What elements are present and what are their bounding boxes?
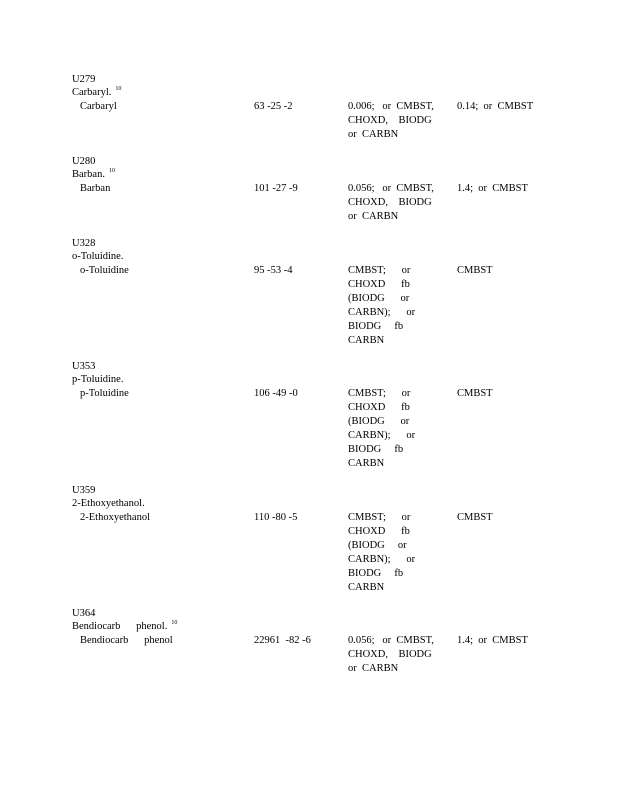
wastewater-line: CHOXD, BIODG bbox=[348, 115, 432, 126]
cas-number: 106 -49 -0 bbox=[254, 388, 298, 399]
constituent-name: o-Toluidine bbox=[80, 265, 129, 276]
waste-code: U328 bbox=[72, 238, 96, 249]
cas-number: 63 -25 -2 bbox=[254, 101, 293, 112]
cas-number: 22961 -82 -6 bbox=[254, 635, 311, 646]
wastewater-line: (BIODG or bbox=[348, 293, 410, 304]
waste-group-name bbox=[72, 620, 177, 634]
wastewater-line: BIODG fb bbox=[348, 444, 404, 455]
wastewater-line: CARBN bbox=[348, 335, 385, 346]
wastewater-line: BIODG fb bbox=[348, 321, 404, 332]
constituent-name: 2-Ethoxyethanol bbox=[80, 512, 150, 523]
cas-number: 110 -80 -5 bbox=[254, 512, 298, 523]
wastewater-line: CMBST; or bbox=[348, 512, 411, 523]
wastewater-line: (BIODG or bbox=[348, 416, 410, 427]
wastewater-line: 0.056; or CMBST, bbox=[348, 183, 434, 194]
constituent-name: Bendiocarb phenol bbox=[80, 635, 173, 646]
waste-group-text: Bendiocarb phenol. bbox=[72, 621, 168, 632]
waste-group-name bbox=[72, 168, 115, 182]
wastewater-line: CMBST; or bbox=[348, 265, 411, 276]
footnote-marker: 10 bbox=[108, 168, 115, 174]
nonwastewater-standard: CMBST bbox=[457, 388, 493, 399]
wastewater-line: (BIODG or bbox=[348, 540, 407, 551]
waste-group-name bbox=[72, 250, 123, 264]
waste-group-text: 2-Ethoxyethanol. bbox=[72, 498, 145, 509]
nonwastewater-standard: 1.4; or CMBST bbox=[457, 635, 528, 646]
cas-number: 101 -27 -9 bbox=[254, 183, 298, 194]
waste-group-text: Barban. bbox=[72, 169, 105, 180]
waste-group-text: Carbaryl. bbox=[72, 87, 112, 98]
wastewater-line: CARBN); or bbox=[348, 554, 416, 565]
wastewater-line: CARBN bbox=[348, 582, 385, 593]
waste-code: U279 bbox=[72, 74, 96, 85]
nonwastewater-standard: 0.14; or CMBST bbox=[457, 101, 534, 112]
wastewater-standard bbox=[348, 264, 432, 348]
waste-group-name bbox=[72, 86, 121, 100]
wastewater-line: CMBST; or bbox=[348, 388, 411, 399]
wastewater-standard bbox=[348, 100, 432, 142]
wastewater-standard bbox=[348, 387, 432, 471]
constituent-name: Carbaryl bbox=[80, 101, 117, 112]
footnote-marker: 10 bbox=[171, 620, 178, 626]
wastewater-line: or CARBN bbox=[348, 129, 399, 140]
waste-code: U359 bbox=[72, 485, 96, 496]
wastewater-standard bbox=[348, 634, 432, 676]
wastewater-line: or CARBN bbox=[348, 663, 399, 674]
wastewater-line: CHOXD fb bbox=[348, 526, 410, 537]
waste-group-name bbox=[72, 373, 123, 387]
wastewater-line: BIODG fb bbox=[348, 568, 404, 579]
wastewater-line: 0.056; or CMBST, bbox=[348, 635, 434, 646]
cas-number: 95 -53 -4 bbox=[254, 265, 293, 276]
wastewater-line: CHOXD fb bbox=[348, 402, 410, 413]
wastewater-line: CARBN bbox=[348, 458, 385, 469]
wastewater-line: 0.006; or CMBST, bbox=[348, 101, 434, 112]
footnote-marker: 10 bbox=[115, 86, 122, 92]
wastewater-standard bbox=[348, 182, 432, 224]
waste-code: U353 bbox=[72, 361, 96, 372]
wastewater-standard bbox=[348, 511, 432, 595]
wastewater-line: CARBN); or bbox=[348, 430, 416, 441]
waste-group-text: o-Toluidine. bbox=[72, 251, 124, 262]
nonwastewater-standard: CMBST bbox=[457, 265, 493, 276]
wastewater-line: or CARBN bbox=[348, 211, 399, 222]
nonwastewater-standard: CMBST bbox=[457, 512, 493, 523]
constituent-name: p-Toluidine bbox=[80, 388, 129, 399]
constituent-name: Barban bbox=[80, 183, 111, 194]
waste-group-text: p-Toluidine. bbox=[72, 374, 124, 385]
wastewater-line: CHOXD, BIODG bbox=[348, 649, 432, 660]
waste-code: U364 bbox=[72, 608, 96, 619]
waste-code: U280 bbox=[72, 156, 96, 167]
waste-group-name bbox=[72, 497, 145, 511]
wastewater-line: CHOXD fb bbox=[348, 279, 410, 290]
wastewater-line: CHOXD, BIODG bbox=[348, 197, 432, 208]
nonwastewater-standard: 1.4; or CMBST bbox=[457, 183, 528, 194]
wastewater-line: CARBN); or bbox=[348, 307, 416, 318]
